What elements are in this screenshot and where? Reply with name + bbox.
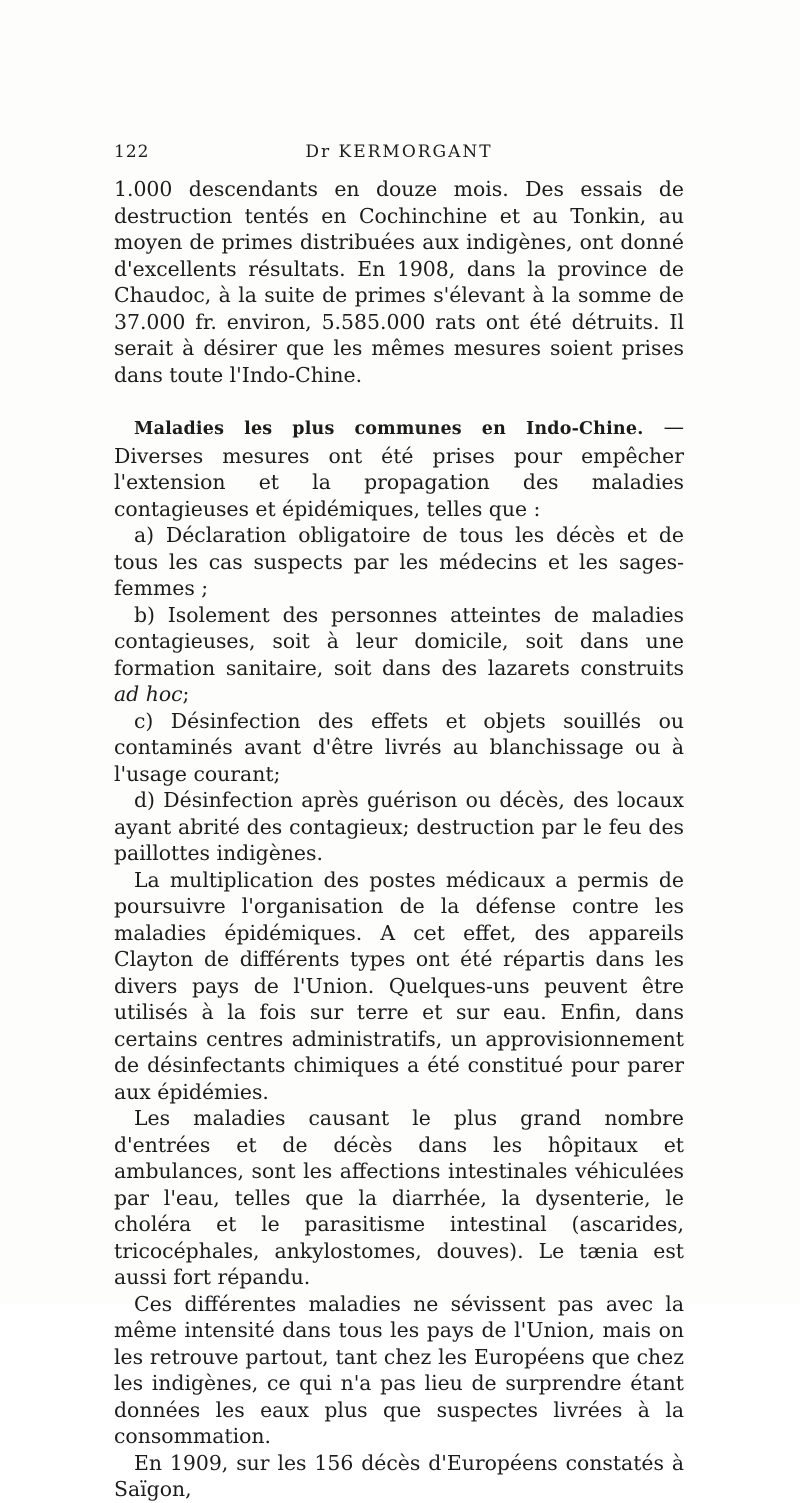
list-item-a: a) Déclaration obligatoire de tous les décès et de tous les cas suspects par les médecins et les sages-femmes ; — [114, 523, 684, 600]
list-item-d: d) Désinfection après guérison ou décès, des locaux ayant abrité des contagieux; destruction par le feu des paillottes indigènes. — [114, 788, 684, 865]
paragraph-differentes-maladies: Ces différentes maladies ne sévissent pas avec la même intensité dans tous les pays de l'Union, mais on les retrouve partout, tant chez les Européens que chez les indigènes, ce qui n'a pas lieu de surprendre étant données les eaux plus que suspectes livrées à la consommation. — [114, 1291, 684, 1448]
list-item-b — [114, 602, 684, 708]
section-heading: Maladies les plus communes en Indo-Chine. — [134, 419, 644, 439]
list-item-b-latin: ad hoc — [114, 682, 183, 706]
paragraph-maladies — [114, 414, 684, 522]
paragraph-deces-saigon: En 1909, sur les 156 décès d'Européens constatés à Saïgon, — [114, 1450, 684, 1501]
paragraph-affections-intestinales: Les maladies causant le plus grand nombre d'entrées et de décès dans les hôpitaux et ambulances, sont les affections intestinales véhiculées par l'eau, telles que la diarrhée, la dysenterie, le choléra et le parasitisme intestinal (ascarides, tricocéphales, ankylostomes, douves). Le tænia est aussi fort répandu. — [114, 1106, 684, 1289]
paragraph-rats: 1.000 descendants en douze mois. Des essais de destruction tentés en Cochinchine et au Tonkin, au moyen de primes distribuées aux indigènes, ont donné d'excellents résultats. En 1908, dans la province de Chaudoc, à la suite de primes s'élevant à la somme de 37.000 fr. environ, 5.585.000 rats ont été détruits. Il serait à désirer que les mêmes mesures soient prises dans toute l'Indo-Chine. — [114, 177, 684, 387]
list-item-b-end: ; — [182, 682, 190, 706]
running-head — [114, 142, 684, 168]
list-item-c: c) Désinfection des effets et objets souillés ou contaminés avant d'être livrés au blanchissage ou à l'usage courant; — [114, 708, 684, 786]
section-intro: — Diverses mesures ont été prises pour empêcher l'extension et la propagation des maladies contagieuses et épidémiques, telles que : — [114, 415, 685, 521]
running-head-author: Dr KERMORGANT — [305, 142, 493, 162]
list-item-b-text: b) Isolement des personnes atteintes de maladies contagieuses, soit à leur domicile, soit dans une formation sanitaire, soit dans des lazarets construits — [114, 602, 684, 680]
paragraph-postes-medicaux: La multiplication des postes médicaux a permis de poursuivre l'organisation de la défense contre les maladies épidémiques. A cet effet, des appareils Clayton de différents types ont été répartis dans les divers pays de l'Union. Quelques-uns peuvent être utilisés à la fois sur terre et sur eau. Enfin, dans certains centres administratifs, un approvisionnement de désinfectants chimiques a été constitué pour parer aux épidémies. — [114, 867, 684, 1104]
page-number: 122 — [114, 142, 150, 162]
